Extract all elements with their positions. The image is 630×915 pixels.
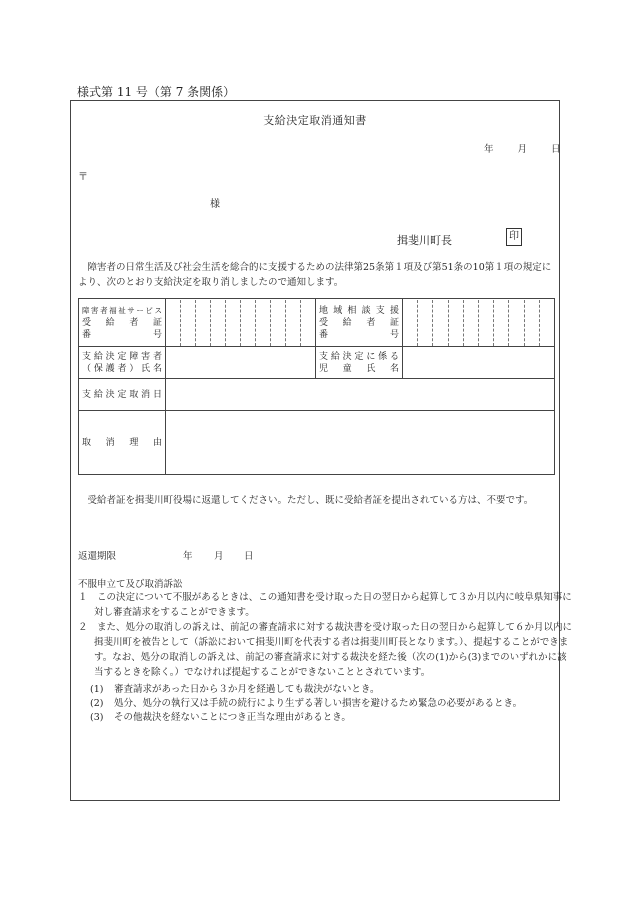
appeal-exception-text: 審査請求があった日から３か月を経過しても裁決がないとき。 — [114, 684, 380, 695]
child-name-label-line2: 児 童 氏 名 — [319, 363, 399, 374]
appeal-exception-number: (3) — [90, 712, 104, 723]
decision-person-field[interactable] — [166, 347, 316, 379]
decision-person-label-line1: 支給決定障害者 — [82, 351, 162, 362]
notice-info-table — [78, 298, 555, 475]
seal-box: 印 — [506, 228, 522, 246]
child-name-field[interactable] — [403, 347, 555, 379]
appeal-exception-item — [90, 683, 560, 697]
return-deadline-label: 返還期限 — [78, 551, 117, 562]
service-cert-label-line3: 番 号 — [82, 329, 162, 340]
appeal-exception-item — [90, 697, 560, 711]
regional-cert-number-cells[interactable] — [403, 299, 555, 347]
issue-date-month: 月 — [517, 144, 528, 155]
appeal-exception-item — [90, 711, 560, 725]
regional-cert-label-line1: 地域相談支援 — [319, 305, 399, 316]
service-cert-label — [79, 299, 166, 347]
appeal-exception-text: 処分、処分の執行又は手続の続行により生ずる著しい損害を避けるため緊急の必要があるとき。 — [114, 698, 523, 709]
regional-cert-label-line2: 受 給 者 証 — [319, 317, 399, 328]
child-name-label — [316, 347, 403, 379]
issue-date-day: 日 — [551, 144, 561, 155]
cancel-reason-label: 取 消 理 由 — [79, 411, 166, 475]
postal-mark: 〒 — [78, 172, 88, 183]
appeal-paragraph-2: ２ また、処分の取消しの訴えは、前記の審査請求に対する裁決書を受け取った日の翌日から起算して６か月以内に揖斐川町を被告として（訴訟において揖斐川町を代表する者は揖斐川町長となります。）、提起することができます。なお、処分の取消しの訴えは、前記の審査請求に対する裁決を経た後（次の(1)から(3)までのいずれかに該当するときを除く。）でなければ提起することができないこととされています。 — [78, 622, 573, 678]
regional-cert-label-line3: 番 号 — [319, 329, 399, 340]
issue-date — [484, 141, 561, 155]
service-cert-label-line2: 受 給 者 証 — [82, 317, 162, 328]
table-row — [79, 299, 555, 347]
issue-date-year: 年 — [484, 144, 494, 155]
return-deadline-year: 年 — [183, 551, 193, 562]
sender-name: 揖斐川町長 — [397, 234, 452, 247]
appeal-heading: 不服申立て及び取消訴訟 — [78, 579, 183, 590]
service-cert-label-line1: 障害者福祉サービス — [82, 305, 162, 315]
return-note: 受給者証を揖斐川町役場に返還してください。ただし、既に受給者証を提出されている方は、不要です。 — [87, 495, 534, 506]
appeal-exception-text: その他裁決を経ないことにつき正当な理由があるとき。 — [114, 712, 351, 723]
document-title: 支給決定取消通知書 — [263, 114, 367, 127]
appeal-exception-number: (1) — [90, 684, 104, 695]
cancel-date-field[interactable] — [166, 379, 555, 411]
return-deadline-day: 日 — [244, 551, 254, 562]
decision-person-label-line2: （保護者）氏名 — [82, 363, 162, 374]
cancel-date-label: 支給決定取消日 — [79, 379, 166, 411]
form-number-label: 様式第 11 号（第 7 条関係） — [77, 85, 236, 99]
table-row — [79, 411, 555, 475]
return-deadline-month: 月 — [214, 551, 224, 562]
child-name-label-line1: 支給決定に係る — [319, 351, 399, 362]
decision-person-label — [79, 347, 166, 379]
regional-cert-label — [316, 299, 403, 347]
service-cert-number-cells[interactable] — [166, 299, 316, 347]
table-row — [79, 347, 555, 379]
appeal-paragraph-1: １ この決定について不服があるときは、この通知書を受け取った日の翌日から起算して３か月以内に岐阜県知事に対し審査請求をすることができます。 — [78, 592, 572, 618]
recipient-honorific: 様 — [210, 199, 220, 210]
table-row — [79, 379, 555, 411]
cancel-reason-field[interactable] — [166, 411, 555, 475]
appeal-exception-number: (2) — [90, 698, 104, 709]
intro-paragraph: 障害者の日常生活及び社会生活を総合的に支援するための法律第25条第１項及び第51条の10第１項の規定により、次のとおり支給決定を取り消しましたので通知します。 — [78, 262, 552, 288]
